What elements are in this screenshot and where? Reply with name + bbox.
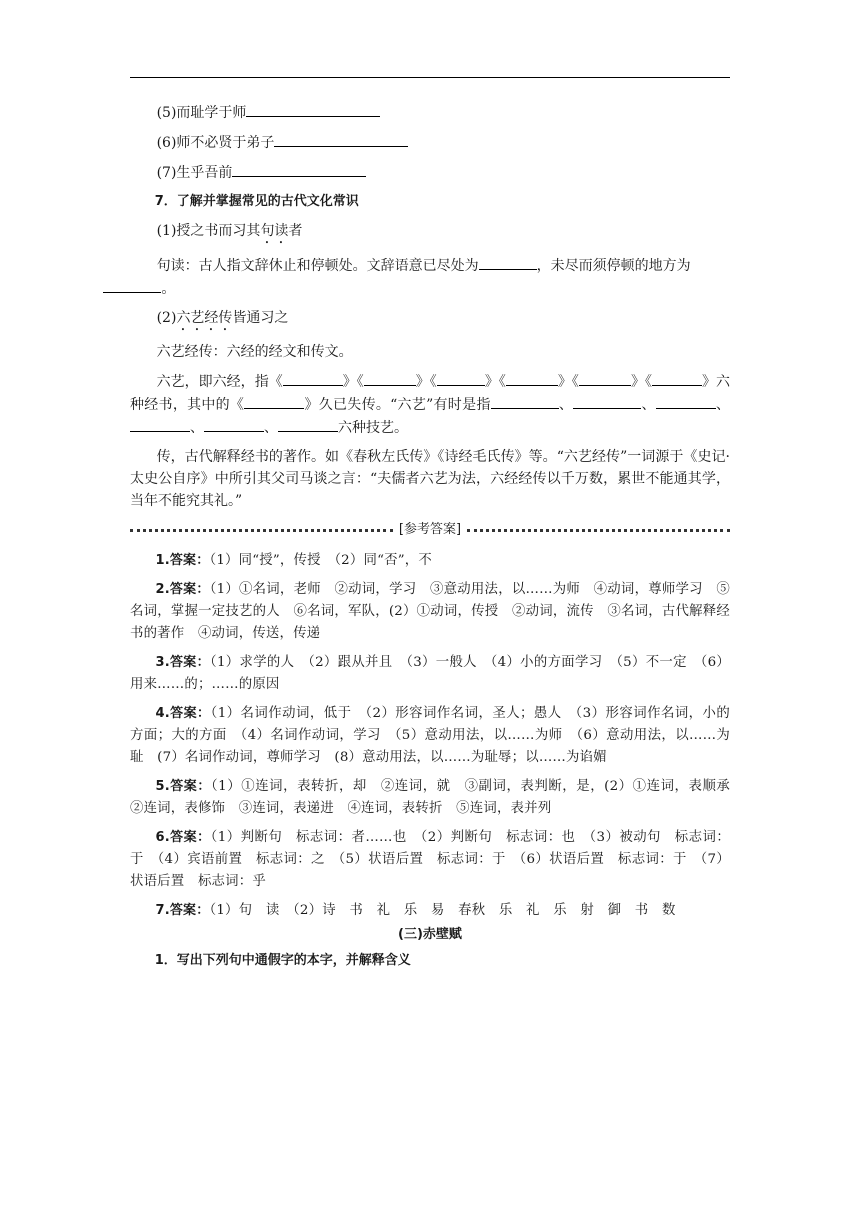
- paragraph-text: 》《: [415, 374, 437, 390]
- answer-blank: [130, 416, 190, 432]
- answer-blank: [437, 370, 485, 386]
- paragraph-text: 、: [190, 420, 204, 436]
- paragraph-text: 》久已失传。“六艺”有时是指: [304, 397, 491, 413]
- answer-blank: [103, 277, 161, 293]
- answer-text: （1）同“授”，传授 （2）同“否”，不: [209, 553, 432, 568]
- answer-text: （1）①连词，表转折，却 ②连词，就 ③副词，表判断，是，(2）①连词，表顺承 ②连词，表修饰 ③连词，表递进 ④连词，表转折 ⑤连词，表并列: [130, 779, 744, 816]
- answer-blank: [278, 416, 338, 432]
- item-1: [130, 220, 730, 247]
- item-text: 皆通习之: [232, 310, 289, 326]
- answer-blank: [479, 254, 537, 270]
- answer-text: （1）名词作动词，低于 （2）形容词作名词，圣人；愚人 （3）形容词作名词，小的方面；大的方面 （4）名词作动词，学习 （5）意动用法，以……为师 （6）意动用法，以……为耻 (7）名词作动词，尊师学习 (8）意动用法，以……为耻辱；以……为谄媚: [130, 706, 730, 765]
- answer-blank: [652, 370, 702, 386]
- paragraph-text: 、: [264, 420, 278, 436]
- answer-label: 7.答案：: [155, 903, 210, 918]
- answer-blank: [579, 370, 631, 386]
- answer-blank: [506, 370, 558, 386]
- explanation-text: 。: [161, 281, 176, 297]
- paragraph-text: 》六种经书，其中的《: [130, 374, 730, 413]
- paragraph-text: 》《: [630, 374, 652, 390]
- answer-label: 5.答案：: [155, 779, 211, 794]
- fill-line-7: [130, 161, 730, 184]
- answer-blank: [491, 393, 559, 409]
- answer-label: 4.答案：: [155, 706, 211, 721]
- answer-item: [130, 776, 744, 820]
- answer-label: 3.答案：: [155, 655, 210, 670]
- fill-line-6: [130, 131, 730, 154]
- answer-blank: [573, 393, 641, 409]
- item-2-explanation: 六艺经传：六经的经文和传文。: [156, 344, 353, 360]
- answer-text: （1）句 读 （2）诗 书 礼 乐 易 春秋 乐 礼 乐 射 御 书 数: [209, 903, 676, 918]
- header-rule: [130, 77, 730, 78]
- fill-line-5: [130, 101, 730, 124]
- answer-text: （1）①名词，老师 ②动词，学习 ③意动用法，以……为师 ④动词，尊师学习 ⑤名词，掌握一定技艺的人 ⑥名词，军队，(2）①动词，传授 ②动词，流传 ③名词，古代解释经书的著作 ④动词，传送，传递: [130, 582, 731, 641]
- liuyi-paragraph: [130, 370, 730, 439]
- question-text: (5)而耻学于师: [156, 105, 247, 121]
- question-text: (7)生乎吾前: [156, 165, 233, 181]
- paragraph-text: 六艺，即六经，指《: [156, 374, 283, 390]
- emphasized-term: 六艺经传: [176, 310, 233, 326]
- answer-blank: [656, 393, 716, 409]
- answer-text: （1）求学的人 （2）跟从并且 （3）一般人 （4）小的方面学习 （5）不一定 （6）用来……的；……的原因: [130, 655, 731, 692]
- item-1-explanation: [130, 254, 730, 300]
- paragraph-text: 》《: [484, 374, 506, 390]
- answer-label: 6.答案：: [155, 830, 211, 845]
- item-text: 者: [288, 223, 303, 239]
- paragraph-text: 、: [641, 397, 656, 413]
- zhuan-paragraph: 传，古代解释经书的著作。如《春秋左氏传》《诗经毛氏传》等。“六艺经传”一词源于《史记·太史公自序》中所引其父司马谈之言：“夫儒者六艺为法，六经经传以千万数，累世不能通其学，当年不能究其礼。”: [130, 449, 730, 509]
- paragraph-text: 》《: [342, 374, 364, 390]
- emphasized-term: 句读: [260, 223, 289, 239]
- answer-label: 1.答案：: [155, 553, 210, 568]
- answer-blank: [274, 131, 408, 147]
- answer-item: [130, 827, 730, 893]
- paragraph-text: 六种技艺。: [338, 420, 408, 436]
- explanation-text: 句读：古人指文辞休止和停顿处。文辞语意已尽处为: [156, 258, 479, 274]
- answer-item: [130, 550, 730, 572]
- page-content: [130, 101, 744, 979]
- answer-item: [130, 579, 730, 645]
- answer-blank: [283, 370, 343, 386]
- section-title: (三)赤壁赋: [398, 927, 462, 942]
- section-heading: 7．了解并掌握常见的古代文化常识: [154, 194, 359, 209]
- section-question: 1．写出下列句中通假字的本字，并解释含义: [154, 953, 411, 968]
- paragraph-text: 、: [558, 397, 574, 413]
- answer-blank: [364, 370, 416, 386]
- item-text: (2): [156, 310, 177, 326]
- answer-text: （1）判断句 标志词：者……也 （2）判断句 标志词：也 （3）被动句 标志词：于 （4）宾语前置 标志词：之 （5）状语后置 标志词：于 （6）状语后置 标志词：于 （7）状语后置 标志词：乎: [130, 830, 730, 889]
- paragraph-text: 》《: [557, 374, 579, 390]
- question-text: (6)师不必贤于弟子: [156, 135, 275, 151]
- answer-blank: [244, 393, 304, 409]
- answer-blank: [232, 161, 366, 177]
- item-2: [130, 307, 730, 334]
- answer-item: [130, 652, 730, 696]
- paragraph-text: 、: [715, 397, 731, 413]
- divider-label: [参考答案]: [398, 522, 462, 537]
- divider-dots: [467, 529, 730, 532]
- item-text: (1)授之书而习其: [156, 223, 261, 239]
- answers-divider: [130, 519, 730, 541]
- answer-blank: [204, 416, 264, 432]
- answer-item: [130, 703, 730, 769]
- answer-label: 2.答案：: [155, 582, 210, 597]
- answer-blank: [246, 101, 380, 117]
- explanation-text: ，未尽而须停顿的地方为: [536, 258, 691, 274]
- divider-dots: [130, 529, 393, 532]
- answer-item: [130, 900, 730, 922]
